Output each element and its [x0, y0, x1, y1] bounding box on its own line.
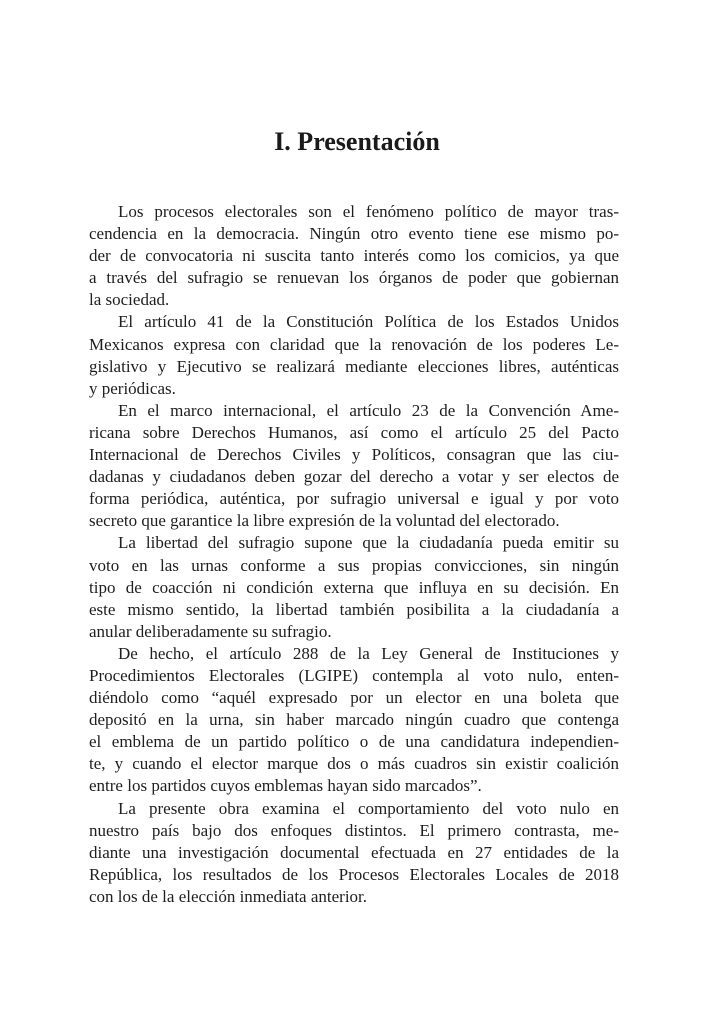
text-line: voto en las urnas conforme a sus propias convicciones, sin ningún	[89, 555, 619, 575]
paragraph	[89, 400, 619, 533]
text-line: La libertad del sufragio supone que la ciudadanía pueda emitir su	[118, 533, 619, 553]
paragraph	[89, 643, 619, 798]
text-line: te, y cuando el elector marque dos o más cuadros sin existir coalición	[89, 754, 619, 774]
paragraph	[89, 311, 619, 399]
body-text	[89, 201, 619, 908]
page-title: I. Presentación	[274, 127, 440, 156]
text-line: este mismo sentido, la libertad también posibilita a la ciudadanía a	[89, 599, 619, 619]
text-line: anular deliberadamente su sufragio.	[89, 621, 332, 641]
text-line: diante una investigación documental efectuada en 27 entidades de la	[89, 842, 619, 862]
text-line: a través del sufragio se renuevan los órganos de poder que gobiernan	[89, 268, 619, 288]
text-line: entre los partidos cuyos emblemas hayan sido marcados”.	[89, 776, 482, 796]
paragraph	[89, 798, 619, 908]
text-line: La presente obra examina el comportamiento del voto nulo en	[118, 798, 619, 818]
text-line: gislativo y Ejecutivo se realizará mediante elecciones libres, auténticas	[89, 356, 619, 376]
text-line: diéndolo como “aquél expresado por un elector en una boleta que	[89, 688, 619, 708]
text-line: forma periódica, auténtica, por sufragio universal e igual y por voto	[89, 489, 619, 509]
text-line: dadanas y ciudadanos deben gozar del derecho a votar y ser electos de	[89, 467, 619, 487]
paragraph	[89, 532, 619, 642]
paragraph	[89, 201, 619, 311]
text-line: ricana sobre Derechos Humanos, así como el artículo 25 del Pacto	[89, 422, 619, 442]
text-line: Internacional de Derechos Civiles y Políticos, consagran que las ciu-	[89, 445, 619, 465]
text-line: secreto que garantice la libre expresión de la voluntad del electorado.	[89, 511, 560, 531]
text-line: tipo de coacción ni condición externa que influya en su decisión. En	[89, 577, 619, 597]
text-line: cendencia en la democracia. Ningún otro evento tiene ese mismo po-	[89, 224, 619, 244]
text-line: nuestro país bajo dos enfoques distintos. El primero contrasta, me-	[89, 820, 619, 840]
text-line: la sociedad.	[89, 290, 170, 310]
text-line: y periódicas.	[89, 378, 176, 398]
text-line: der de convocatoria ni suscita tanto interés como los comicios, ya que	[89, 246, 619, 266]
text-line: República, los resultados de los Procesos Electorales Locales de 2018	[89, 864, 619, 884]
text-line: Procedimientos Electorales (LGIPE) contempla al voto nulo, enten-	[89, 665, 619, 685]
text-line: De hecho, el artículo 288 de la Ley General de Instituciones y	[118, 643, 619, 663]
text-line: el emblema de un partido político o de una candidatura independien-	[89, 732, 619, 752]
text-line: El artículo 41 de la Constitución Política de los Estados Unidos	[118, 312, 619, 332]
text-line: depositó en la urna, sin haber marcado ningún cuadro que contenga	[89, 710, 619, 730]
text-line: En el marco internacional, el artículo 23 de la Convención Ame-	[118, 400, 619, 420]
text-line: Los procesos electorales son el fenómeno político de mayor tras-	[118, 202, 619, 221]
text-line: con los de la elección inmediata anterior.	[89, 886, 368, 906]
text-line: Mexicanos expresa con claridad que la renovación de los poderes Le-	[89, 334, 619, 354]
